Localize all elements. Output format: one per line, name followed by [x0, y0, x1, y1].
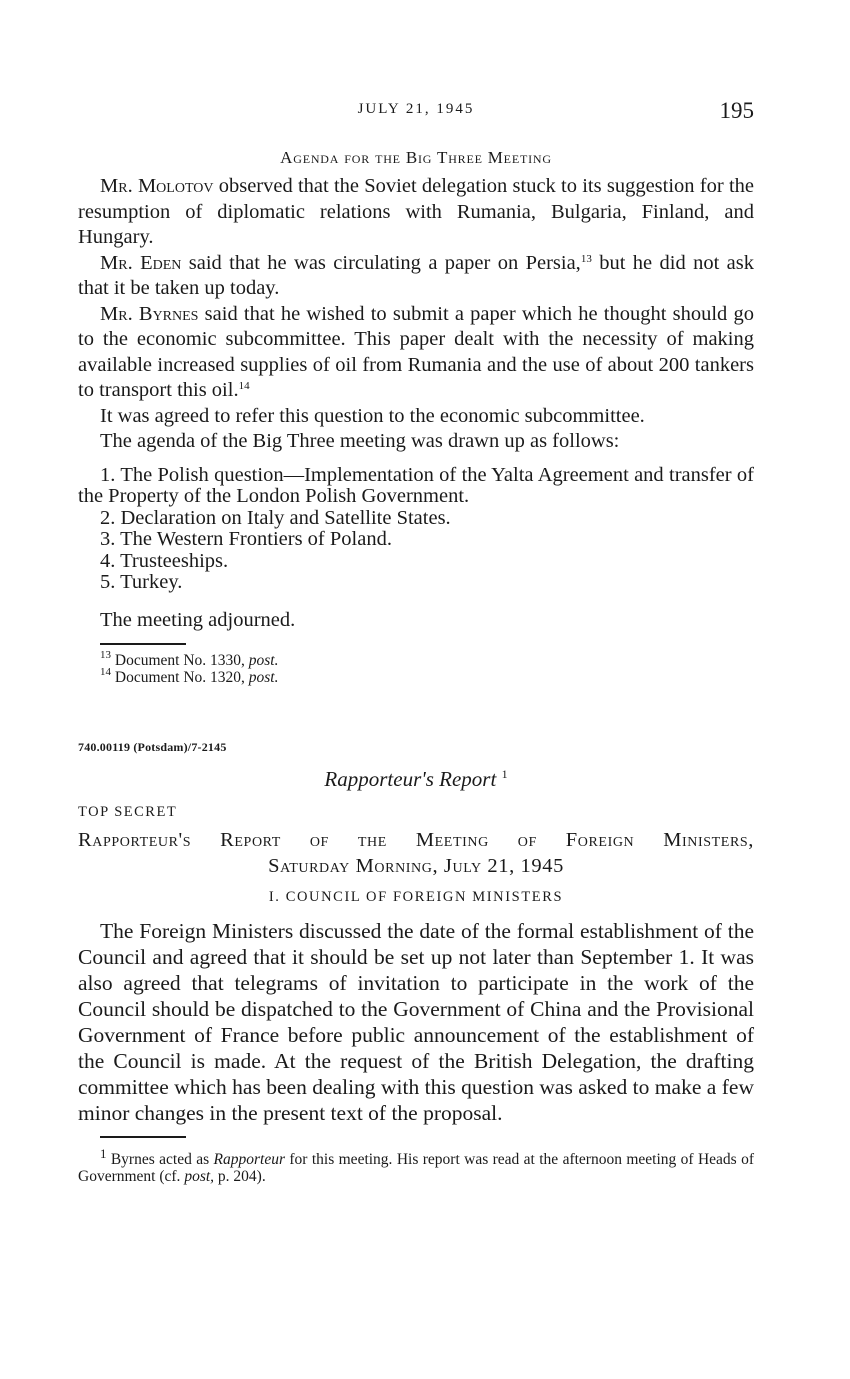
paragraph-text: observed that the Soviet delegation stuck to its suggestion for the resumption of diplomatic relations with Rumania, Bulgaria, Finland, and Hungary.	[78, 175, 754, 248]
footnote-italic: Rapporteur	[213, 1151, 285, 1169]
paragraph-agreement: It was agreed to refer this question to the economic subcommittee.	[100, 404, 645, 427]
footnote-text: for this meeting. His report was read at the afternoon meeting of Heads of Government (cf.	[78, 1151, 754, 1185]
speaker-name: Mr. Molotov	[100, 175, 214, 197]
footnote	[78, 665, 754, 687]
agenda-section	[78, 148, 754, 686]
running-head	[78, 98, 754, 124]
footnote-text: Document No. 1320,	[111, 668, 249, 686]
footnote-italic: post.	[248, 652, 279, 669]
footnote-number: 14	[100, 665, 111, 678]
file-id: 740.00119 (Potsdam)/7-2145	[78, 740, 227, 754]
footnote-ref: 14	[238, 380, 250, 392]
agenda-item: 1. The Polish question—Implementation of the Yalta Agreement and transfer of the Property of the London Polish Government.	[78, 463, 754, 507]
paragraph-agenda-intro: The agenda of the Big Three meeting was drawn up as follows:	[100, 430, 620, 452]
report-section	[78, 740, 754, 1185]
agenda-item: 2. Declaration on Italy and Satellite States.	[100, 506, 451, 529]
footnote-ref: 1	[501, 767, 508, 781]
agenda-heading: Agenda for the Big Three Meeting	[280, 148, 552, 167]
footnote-number: 13	[100, 649, 111, 661]
paragraph-text: said that he wished to submit a paper which he thought should go to the economic subcommittee. This paper dealt with the necessity of making available increased supplies of oil from Rumania and the use of about 200 tankers to transport this oil.	[78, 302, 754, 401]
adjourned-line: The meeting adjourned.	[100, 608, 296, 631]
paragraph-eden	[78, 251, 754, 302]
footnote-number: 1	[100, 1146, 107, 1161]
agenda-item: 4. Trusteeships.	[100, 549, 229, 572]
paragraph-molotov	[78, 174, 754, 251]
agenda-item: 5. Turkey.	[100, 571, 183, 593]
footnote-ref: 13	[580, 252, 592, 265]
classification-label: TOP SECRET	[78, 804, 178, 820]
speaker-name: Mr. Eden	[100, 251, 182, 274]
footnote	[78, 649, 754, 670]
paragraph-byrnes	[78, 302, 754, 404]
section-heading: I. COUNCIL OF FOREIGN MINISTERS	[268, 889, 564, 905]
report-subtitle	[78, 767, 754, 792]
speaker-name: Mr. Byrnes	[100, 302, 199, 325]
paragraph-text: said that he was circulating a paper on Persia,	[181, 251, 581, 274]
footnote	[78, 1146, 754, 1185]
report-title-date: Saturday Morning, July 21, 1945	[268, 855, 564, 877]
agenda-item: 3. The Western Frontiers of Poland.	[100, 528, 392, 550]
footnote-text: Document No. 1330,	[111, 652, 249, 669]
running-head-date: JULY 21, 1945	[357, 101, 475, 117]
footnote-text: p. 204).	[214, 1167, 266, 1185]
page-number: 195	[719, 98, 754, 123]
subtitle-text: Rapporteur's Report	[324, 767, 497, 791]
footnote-text: Byrnes acted as	[106, 1151, 214, 1169]
footnote-italic: post.	[248, 668, 279, 686]
report-title: Rapporteur's Report of the Meeting of Foreign Ministers,	[78, 829, 754, 851]
footnote-italic: post,	[184, 1167, 215, 1185]
council-paragraph: The Foreign Ministers discussed the date of the formal establishment of the Council and agreed that it should be set up not later than September 1. It was also agreed that telegrams of invitation to participate in the work of the Council should be dispatched to the Government of China and the Provisional Government of France before public announcement of the establishment of the Council is made. At the request of the British Delegation, the drafting committee which has been dealing with this question was asked to make a few minor changes in the present text of the proposal.	[78, 919, 754, 1125]
paragraph-text: but he did not ask that it be taken up today.	[78, 251, 754, 299]
